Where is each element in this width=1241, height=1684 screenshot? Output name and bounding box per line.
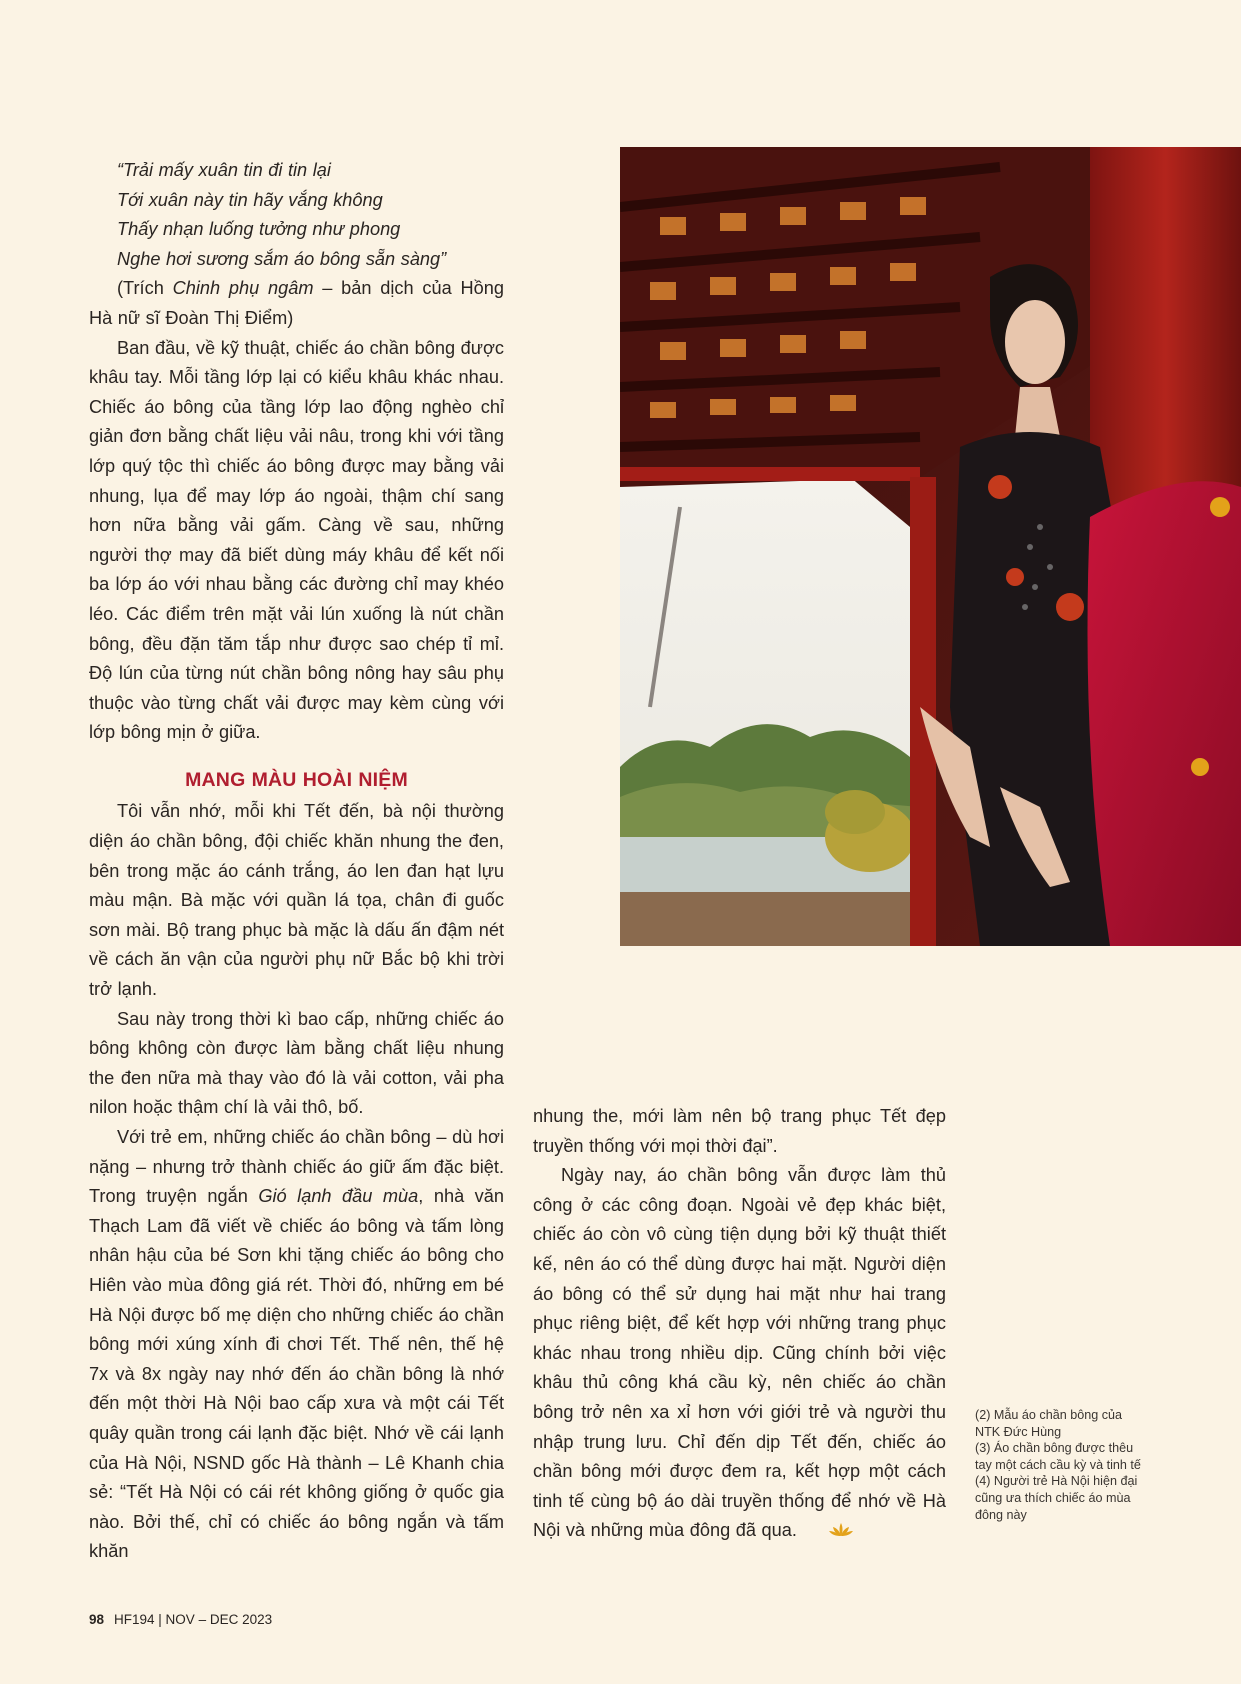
section-heading: MANG MÀU HOÀI NIỆM <box>185 768 408 791</box>
photo-captions <box>975 1407 1145 1523</box>
lotus-icon <box>801 1517 853 1547</box>
paragraph-quote-end: nhung the, mới làm nên bộ trang phục Tết đẹp truyền thống với mọi thời đại”. <box>533 1106 946 1156</box>
issue-info: HF194 | NOV – DEC 2023 <box>114 1612 273 1627</box>
story-title: Gió lạnh đầu mùa <box>258 1186 419 1207</box>
fashion-photo <box>620 147 1241 946</box>
caption-3: (3) Áo chần bông được thêu tay một cách cầu kỳ và tinh tế <box>975 1441 1141 1472</box>
verse-citation <box>89 274 504 333</box>
verse-line-2: Tới xuân này tin hãy vắng không <box>117 189 383 210</box>
paragraph-today-text: Ngày nay, áo chần bông vẫn được làm thủ công ở các công đoạn. Ngoài vẻ đẹp khác biệt, chiếc áo còn vô cùng tiện dụng bởi kỹ thuật thiết kế, nên áo có thể dùng được hai mặt. Người diện áo bông có thể sử dụng hai mặt như hai trang phục riêng biệt, để kết hợp với những trang phục khác nhau trong nhiều dịp. Cũng chính bởi việc khâu thủ công khá cầu kỳ, nên chiếc áo chần bông trở nên xa xỉ hơn với giới trẻ và người thu nhập trung lưu. Chỉ đến dịp Tết đến, chiếc áo chần bông mới được đem ra, kết hợp một cách tinh tế cùng bộ áo dài truyền thống để nhớ về Hà Nội và những mùa đông đã qua. <box>533 1165 946 1541</box>
caption-4: (4) Người trẻ Hà Nội hiện đại cũng ưa thích chiếc áo mùa đông này <box>975 1474 1138 1522</box>
para4-pre: Với trẻ em, những chiếc áo chần bông – dù hơi nặng – nhưng trở thành chiếc áo giữ ấm đặc biệt. Trong truyện ngắn <box>89 1127 504 1207</box>
citation-post: – bản dịch của Hồng Hà nữ sĩ Đoàn Thị Điểm) <box>89 278 504 328</box>
page-footer <box>89 1612 272 1627</box>
citation-title: Chinh phụ ngâm <box>172 278 314 299</box>
left-column <box>89 156 504 1567</box>
para4-post: , nhà văn Thạch Lam đã viết về chiếc áo bông và tấm lòng nhân hậu của bé Sơn khi tặng chiếc áo bông cho Hiên vào mùa đông giá rét. Thời đó, những em bé Hà Nội được bố mẹ diện cho những chiếc áo chần bông mới xúng xính đi chơi Tết. Thế nên, thế hệ 7x và 8x ngày nay nhớ đến áo chần bông là nhớ đến một thời Hà Nội bao cấp xưa và một cái Tết quây quần trong cái lạnh đặc biệt. Nhớ về cái lạnh của Hà Nội, NSND gốc Hà thành – Lê Khanh chia sẻ: “Tết Hà Nội có cái rét không giống ở quốc gia nào. Bởi thế, chỉ có chiếc áo bông ngắn và tấm khăn <box>89 1186 505 1562</box>
caption-2: (2) Mẫu áo chần bông của NTK Đức Hùng <box>975 1408 1123 1439</box>
paragraph-children <box>89 1123 504 1567</box>
page-number: 98 <box>89 1612 105 1627</box>
middle-column <box>533 1102 946 1546</box>
paragraph-today <box>533 1161 946 1546</box>
paragraph-technique: Ban đầu, về kỹ thuật, chiếc áo chần bông được khâu tay. Mỗi tầng lớp lại có kiểu khâu khác nhau. Chiếc áo bông của tầng lớp lao động nghèo chỉ giản đơn bằng chất liệu vải nâu, trong khi với tầng lớp quý tộc thì chiếc áo bông được may bằng vải nhung, lụa để may lớp áo ngoài, thậm chí sang hơn nữa bằng vải gấm. Càng về sau, những người thợ may đã biết dùng máy khâu để kết nối ba lớp áo với nhau bằng các đường chỉ may khéo léo. Các điểm trên mặt vải lún xuống là nút chần bông, đều đặn tăm tắp như được sao chép tỉ mỉ. Độ lún của từng nút chần bông nông hay sâu phụ thuộc vào từng chất vải được may kèm cùng với lớp bông mịn ở giữa. <box>89 337 504 743</box>
citation-pre: (Trích <box>117 278 173 299</box>
verse-line-1: “Trải mấy xuân tin đi tin lại <box>117 160 331 180</box>
verse-line-3: Thấy nhạn luống tưởng như phong <box>117 219 401 240</box>
photo-illustration <box>620 147 1241 946</box>
verse-line-4: Nghe hơi sương sắm áo bông sẵn sàng” <box>117 248 447 269</box>
paragraph-grandmother: Tôi vẫn nhớ, mỗi khi Tết đến, bà nội thường diện áo chần bông, đội chiếc khăn nhung the đen, bên trong mặc áo cánh trắng, áo len đan hạt lựu màu mận. Bà mặc với quần lá tọa, chân đi guốc sơn mài. Bộ trang phục bà mặc là dấu ấn đậm nét về cách ăn vận của người phụ nữ Bắc bộ khi trời trở lạnh. <box>89 801 504 1000</box>
paragraph-subsidy-era: Sau này trong thời kì bao cấp, những chiếc áo bông không còn được làm bằng chất liệu nhung the đen nữa mà thay vào đó là vải cotton, vải pha nilon hoặc thậm chí là vải thô, bố. <box>89 1008 504 1118</box>
